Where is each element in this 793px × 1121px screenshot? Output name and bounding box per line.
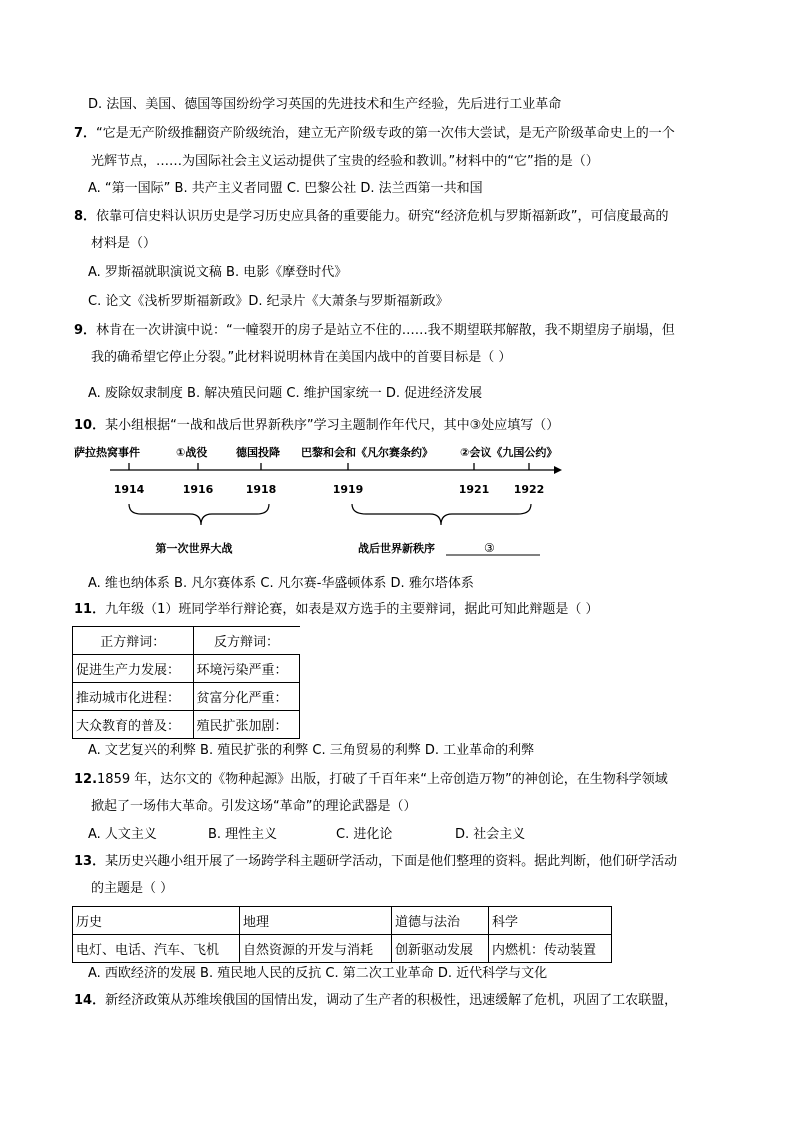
table-header-ethics: 道德与法治 (392, 907, 489, 935)
q13-stem-line2: 的主题是（ ） (91, 881, 174, 896)
q12-stem-line1 (74, 771, 668, 789)
q13-subject-table (72, 906, 612, 963)
q11-number: 11． (74, 602, 106, 617)
table-cell: 殖民扩张加剧： (193, 711, 299, 739)
q13-stem-text: 某历史兴趣小组开展了一场跨学科主题研学活动，下面是他们整理的资料。据此判断，他们研学活动 (105, 854, 678, 869)
q6-option-d: D. 法国、美国、德国等国纷纷学习英国的先进技术和生产经验，先后进行工业革命 (88, 97, 562, 112)
q12-stem-text: 1859 年，达尔文的《物种起源》出版，打破了千百年来“上帝创造万物”的神创论，在生物科学领域 (97, 772, 668, 787)
q7-options: A. “第一国际” B. 共产主义者同盟 C. 巴黎公社 D. 法兰西第一共和国 (88, 181, 483, 196)
timeline-year-1918: 1918 (245, 483, 277, 496)
table-cell: 自然资源的开发与消耗 (240, 935, 392, 963)
q14-stem-line1 (74, 992, 677, 1010)
table-header-geography: 地理 (240, 907, 392, 935)
q10-number: 10． (74, 418, 106, 433)
q7-stem-text: “它是无产阶级推翻资产阶级统治，建立无产阶级专政的第一次伟大尝试，是无产阶级革命史上的一个 (96, 126, 675, 141)
table-cell: 创新驱动发展 (392, 935, 489, 963)
table-cell: 电灯、电话、汽车、飞机 (73, 935, 240, 963)
q8-stem-line1 (74, 208, 669, 226)
q11-stem-text: 九年级（1）班同学举行辩论赛，如表是双方选手的主要辩词，据此可知此辩题是（ ） (105, 602, 599, 617)
q12-option-c: C. 进化论 (336, 827, 393, 842)
q7-stem-line1 (74, 125, 675, 143)
table-header-pro: 正方辩词： (73, 627, 194, 655)
table-cell: 推动城市化进程： (73, 683, 194, 711)
q11-options: A. 文艺复兴的利弊 B. 殖民扩张的利弊 C. 三角贸易的利弊 D. 工业革命的利弊 (88, 743, 535, 758)
timeline-figure (72, 442, 572, 564)
timeline-event-1: 萨拉热窝事件 (74, 446, 140, 459)
timeline-brace-left (129, 504, 269, 525)
q12-option-d: D. 社会主义 (455, 827, 526, 842)
q12-option-b: B. 理性主义 (208, 827, 278, 842)
timeline-year-1916: 1916 (182, 483, 214, 496)
q12-option-a: A. 人文主义 (88, 827, 157, 842)
q8-stem-line2: 材料是（） (91, 236, 157, 251)
q9-stem-text: 林肯在一次讲演中说：“一幢裂开的房子是站立不住的……我不期望联邦解散，我不期望房子崩塌，但 (96, 323, 675, 338)
timeline-brace-left-label: 第一次世界大战 (155, 542, 233, 555)
table-header-con: 反方辩词： (193, 627, 299, 655)
timeline-event-3: 德国投降 (236, 446, 280, 459)
table-cell: 内燃机：传动装置 (489, 935, 612, 963)
q8-number: 8． (74, 209, 97, 224)
q13-number: 13． (74, 854, 106, 869)
q11-stem (74, 601, 599, 619)
table-header-history: 历史 (73, 907, 240, 935)
q10-stem (74, 417, 559, 435)
table-cell: 贫富分化严重： (193, 683, 299, 711)
q13-options: A. 西欧经济的发展 B. 殖民地人民的反抗 C. 第二次工业革命 D. 近代科学与文化 (88, 966, 548, 981)
q8-options-1: A. 罗斯福就职演说文稿 B. 电影《摩登时代》 (88, 265, 348, 280)
q8-stem-text: 依靠可信史料认识历史是学习历史应具备的重要能力。研究“经济危机与罗斯福新政”，可信度最高的 (96, 209, 669, 224)
timeline-event-4: 巴黎和会和《凡尔赛条约》 (301, 446, 433, 459)
q9-number: 9． (74, 323, 97, 338)
q7-number: 7． (74, 126, 97, 141)
timeline-event-2: ①战役 (176, 446, 208, 459)
timeline-brace-right-label: 战后世界新秩序 (358, 542, 435, 555)
timeline-brace-right (352, 504, 531, 525)
q10-stem-text: 某小组根据“一战和战后世界新秩序”学习主题制作年代尺，其中③处应填写（） (105, 418, 560, 433)
timeline-year-1919: 1919 (332, 483, 364, 496)
q13-stem-line1 (74, 853, 677, 871)
timeline-year-1921: 1921 (458, 483, 490, 496)
timeline-year-1914: 1914 (113, 483, 145, 496)
q9-stem-line2: 我的确希望它停止分裂。”此材料说明林肯在美国内战中的首要目标是（ ） (91, 350, 512, 365)
q11-debate-table (72, 626, 300, 739)
table-cell: 促进生产力发展： (73, 655, 194, 683)
q14-number: 14． (74, 993, 106, 1008)
q7-stem-line2: 光辉节点，……为国际社会主义运动提供了宝贵的经验和教训。”材料中的“它”指的是（） (91, 154, 599, 169)
q8-options-2: C. 论文《浅析罗斯福新政》D. 纪录片《大萧条与罗斯福新政》 (88, 294, 449, 309)
table-cell: 大众教育的普及： (73, 711, 194, 739)
q12-number: 12. (74, 772, 98, 787)
q9-stem-line1 (74, 322, 675, 340)
timeline-blank-mark: ③ (484, 541, 495, 555)
timeline-year-1922: 1922 (513, 483, 545, 496)
q10-options: A. 维也纳体系 B. 凡尔赛体系 C. 凡尔赛-华盛顿体系 D. 雅尔塔体系 (88, 576, 474, 591)
q9-options: A. 废除奴隶制度 B. 解决殖民问题 C. 维护国家统一 D. 促进经济发展 (88, 386, 483, 401)
timeline-event-5: ②会议《九国公约》 (460, 446, 558, 459)
q14-stem-text: 新经济政策从苏维埃俄国的国情出发，调动了生产者的积极性，迅速缓解了危机，巩固了工农联盟， (105, 993, 678, 1008)
table-header-science: 科学 (489, 907, 612, 935)
table-cell: 环境污染严重： (193, 655, 299, 683)
timeline-arrow (554, 466, 562, 474)
q12-stem-line2: 掀起了一场伟大革命。引发这场“革命”的理论武器是（） (91, 799, 417, 814)
